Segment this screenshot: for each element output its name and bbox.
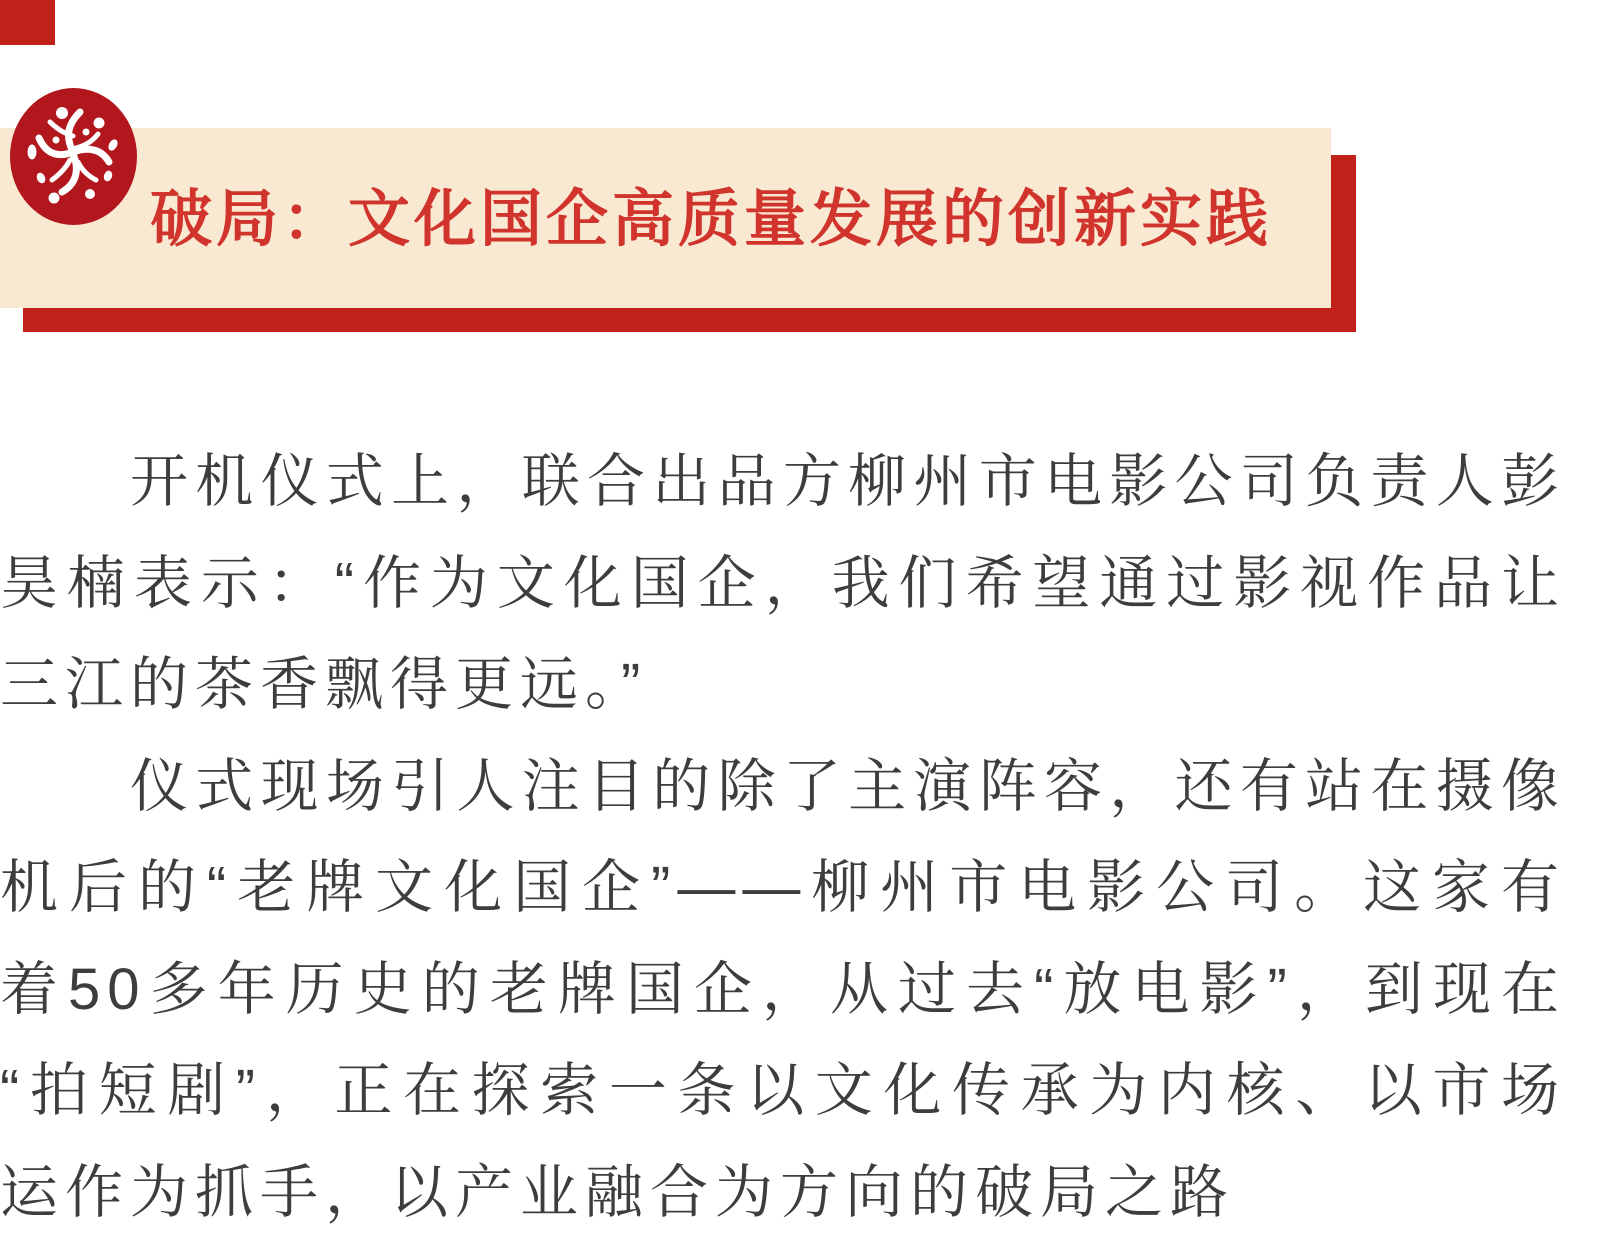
text-line: 机后的“老牌文化国企”——柳州市电影公司。这家有	[0, 837, 1566, 939]
page-title: 破局：文化国企高质量发展的创新实践	[150, 187, 1330, 253]
text-line: 运作为抓手，以产业融合为方向的破局之路	[0, 1142, 1566, 1243]
text-line: 三江的茶香飘得更远。”	[0, 634, 1566, 736]
papercut-seal-icon	[10, 88, 137, 225]
text-line: 开机仪式上，联合出品方柳州市电影公司负责人彭	[0, 431, 1566, 533]
corner-accent-block	[0, 0, 55, 45]
text-line: “拍短剧”，正在探索一条以文化传承为内核、以市场	[0, 1040, 1566, 1142]
text-line: 着50多年历史的老牌国企，从过去“放电影”，到现在	[0, 939, 1566, 1041]
article-body	[0, 431, 1566, 1243]
banner-accent-bar	[23, 308, 1356, 332]
text-line: 昊楠表示：“作为文化国企，我们希望通过影视作品让	[0, 533, 1566, 635]
banner-accent-strip	[1331, 155, 1356, 332]
text-line: 仪式现场引人注目的除了主演阵容，还有站在摄像	[0, 736, 1566, 838]
